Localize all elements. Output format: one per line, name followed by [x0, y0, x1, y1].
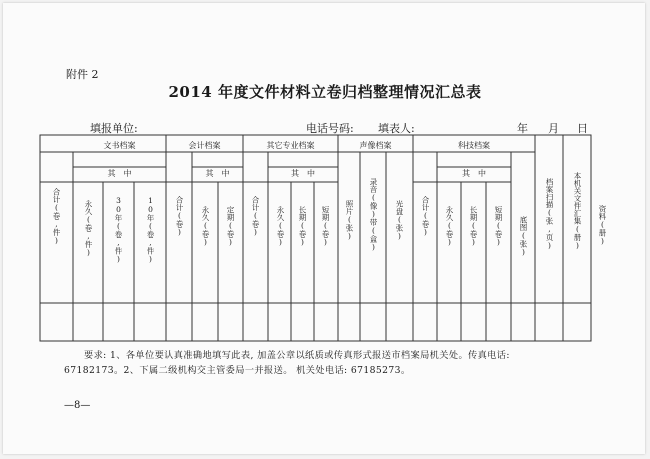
col-sci-permanent: 永久(卷) [445, 206, 454, 247]
subheader-accounting: 其 中 [205, 169, 230, 178]
phone-label: 电话号码: [306, 122, 354, 135]
attachment-label: 附件 2 [66, 68, 99, 81]
col-oth-long: 长期(卷) [298, 206, 307, 247]
year-label: 年 [517, 122, 528, 135]
header-sci-tech: 科技档案 [458, 141, 490, 150]
requirements-note-line2: 67182173。2、下属二级机构交主管委局一并报送。 机关处电话: 67185273。 [64, 365, 411, 376]
header-audiovisual: 声像档案 [359, 141, 392, 150]
col-oth-short: 短期(卷) [321, 206, 330, 247]
requirements-note-line1: 要求: 1、各单位要认真准确地填写此表, 加盖公章以纸质或传真形式报送市档案局机关处。传真电话: [84, 350, 510, 361]
subheader-other: 其 中 [291, 169, 315, 178]
col-material: 资料(册) [598, 205, 607, 246]
col-sci-long: 长期(卷) [469, 206, 478, 247]
col-sci-total: 合计(卷) [421, 196, 430, 237]
subheader-sci-tech: 其 中 [462, 169, 486, 178]
col-doc-10y: 10年(卷,件) [146, 196, 155, 264]
col-doc-permanent: 永久(卷,件) [84, 200, 93, 257]
col-scan: 档案扫描(张,页) [545, 178, 554, 250]
form-title: 2014 年度文件材料立卷归档整理情况汇总表 [168, 83, 482, 101]
page-number: —8— [64, 400, 91, 411]
col-acc-fixed: 定期(卷) [226, 206, 235, 247]
header-accounting: 会计档案 [188, 141, 221, 150]
header-other: 其它专业档案 [266, 141, 315, 150]
col-oth-total: 合计(卷) [251, 196, 260, 237]
col-compile: 本机关文件汇集(册) [573, 172, 582, 250]
col-acc-total: 合计(卷) [175, 196, 184, 237]
col-acc-permanent: 永久(卷) [201, 206, 210, 247]
col-av-tape: 录音(像)带(盒) [369, 178, 378, 252]
col-oth-permanent: 永久(卷) [276, 206, 285, 247]
month-label: 月 [548, 122, 559, 135]
col-sci-short: 短期(卷) [494, 206, 503, 247]
header-documents: 文书档案 [103, 141, 136, 150]
filler-label: 填表人: [378, 122, 415, 135]
subheader-documents: 其 中 [107, 169, 132, 178]
fill-unit-label: 填报单位: [90, 122, 138, 135]
col-doc-total: 合计(卷,件) [52, 188, 61, 245]
col-av-disc: 光盘(张) [395, 200, 404, 241]
day-label: 日 [577, 122, 588, 135]
col-doc-30y: 30年(卷,件) [114, 196, 123, 264]
col-sci-drawing: 底图(张) [519, 216, 528, 257]
col-av-photo: 照片(张) [345, 200, 354, 241]
